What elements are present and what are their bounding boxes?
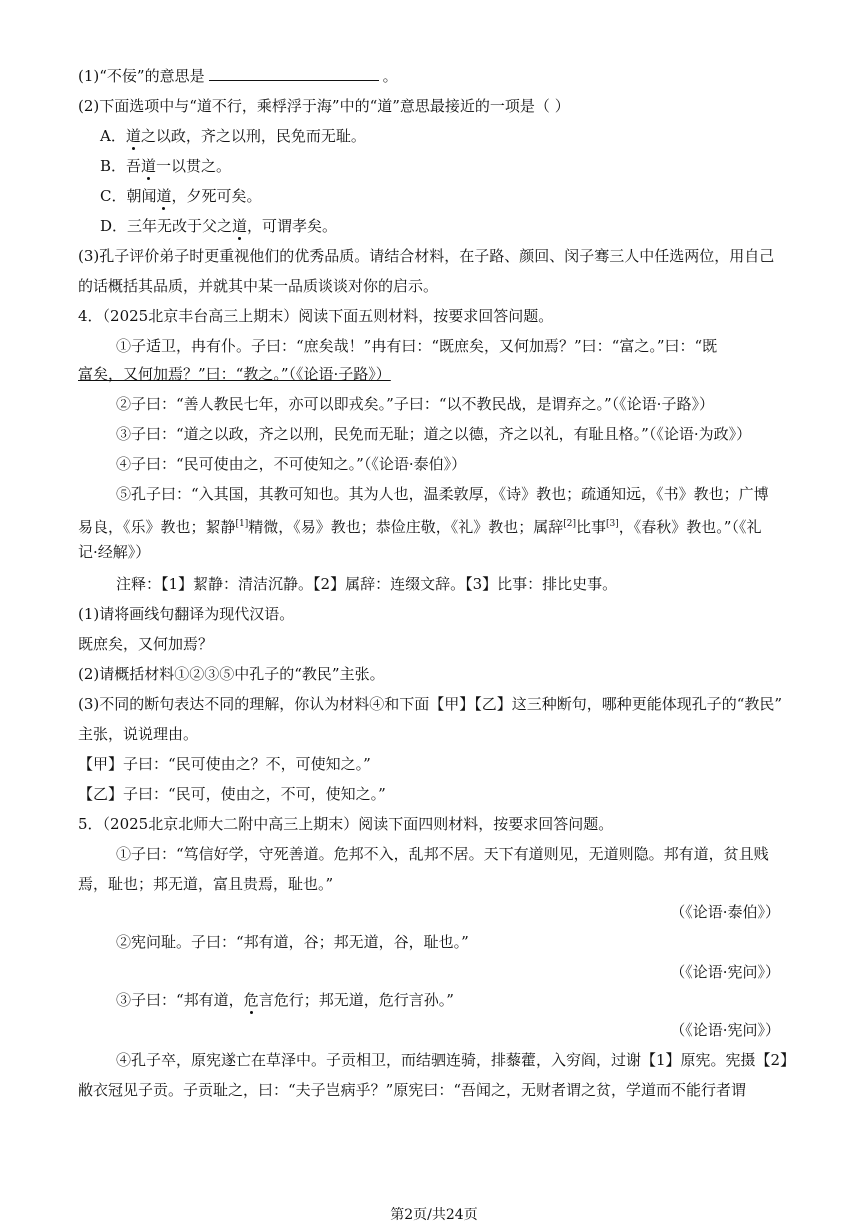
q5-material1-line2: 焉，耻也；邦无道，富且贵焉，耻也。” <box>78 875 334 893</box>
q3-sub3-line2: 的话概括其品质，并就其中某一品质谈谈对你的启示。 <box>78 277 439 295</box>
q4-option-jia: 【甲】子曰：“民可使由之？不，可使知之。” <box>78 755 371 773</box>
option-a: A．道之以政，齐之以刑，民免而无耻。 <box>100 127 366 145</box>
q4-option-yi: 【乙】子曰：“民可，使由之，不可，使知之。” <box>78 785 386 803</box>
q4-sub1: (1)请将画线句翻译为现代汉语。 <box>78 605 295 623</box>
q4-material1-line1: ①子适卫，冉有仆。子曰：“庶矣哉！”冉有曰：“既庶矣，又何加焉？”曰：“富之。”曰：“既 <box>116 337 718 355</box>
q3-sub3-line1: (3)孔子评价弟子时更重视他们的优秀品质。请结合材料，在子路、颜回、闵子骞三人中任选两位，用自己 <box>78 247 775 265</box>
q5-material3: ③子曰：“邦有道，危言危行；邦无道，危行言孙。” <box>116 991 454 1009</box>
q4-material1-line2: 富矣，又何加焉？”曰：“教之。”（《论语·子路》） <box>78 365 391 383</box>
q4-material3: ③子曰：“道之以政，齐之以刑，民免而无耻；道之以德，齐之以礼，有耻且格。”（《论语·为政》） <box>116 425 752 443</box>
q5-material4-line2: 敝衣冠见子贡。子贡耻之，曰：“夫子岂病乎？”原宪曰：“吾闻之，无财者谓之贫，学道而不能行者谓 <box>78 1081 747 1099</box>
q4-material5-line1: ⑤孔子曰：“入其国，其教可知也。其为人也，温柔敦厚，《诗》教也；疏通知远，《书》教也；广博 <box>116 485 769 503</box>
q4-sub2: (2)请概括材料①②③⑤中孔子的“教民”主张。 <box>78 665 385 683</box>
option-d: D．三年无改于父之道，可谓孝矣。 <box>100 217 338 235</box>
footnote-ref: [3] <box>606 519 619 529</box>
q5-material2-source: （《论语·宪问》） <box>670 963 780 981</box>
q4-heading: 4．（2025北京丰台高三上期末）阅读下面五则材料，按要求回答问题。 <box>78 307 554 325</box>
q4-material5-line3: 记·经解》） <box>78 543 151 561</box>
q4-sub1-sentence: 既庶矣，又何加焉？ <box>78 635 214 653</box>
page-number: 第2页/共24页 <box>390 1207 478 1223</box>
q3-sub1: (1)“不佞”的意思是 。 <box>78 67 398 85</box>
option-c: C．朝闻道，夕死可矣。 <box>100 187 262 205</box>
q5-heading: 5．（2025北京北师大二附中高三上期末）阅读下面四则材料，按要求回答问题。 <box>78 815 614 833</box>
q4-material4: ④子曰：“民可使由之，不可使知之。”（《论语·泰伯》） <box>116 455 467 473</box>
q5-material4-line1: ④孔子卒，原宪遂亡在草泽中。子贡相卫，而结驷连骑，排藜藿，入穷阎，过谢【1】原宪。宪摄【2】 <box>116 1051 796 1069</box>
answer-blank[interactable] <box>209 66 379 81</box>
q4-material2: ②子曰：“善人教民七年，亦可以即戎矣。”子曰：“以不教民战，是谓弃之。”（《论语·子路》） <box>116 395 714 413</box>
q4-notes: 注释：【1】絜静：清洁沉静。【2】属辞：连缀文辞。【3】比事：排比史事。 <box>116 575 618 593</box>
footnote-ref: [2] <box>563 519 577 529</box>
q5-material3-source: （《论语·宪问》） <box>670 1021 780 1039</box>
footnote-ref: [1] <box>235 519 249 529</box>
q4-sub3-line2: 主张，说说理由。 <box>78 725 199 743</box>
q5-material1-line1: ①子曰：“笃信好学，守死善道。危邦不入，乱邦不居。天下有道则见，无道则隐。邦有道，贫且贱 <box>116 845 769 863</box>
option-b: B．吾道一以贯之。 <box>100 157 232 175</box>
q3-sub2: (2)下面选项中与“道不行，乘桴浮于海”中的“道”意思最接近的一项是（ ） <box>78 97 570 115</box>
q5-material1-source: （《论语·泰伯》） <box>670 903 780 921</box>
q4-material5-line2: 易良，《乐》教也；絜静[1]精微，《易》教也；恭俭庄敬，《礼》教也；属辞[2]比事[3]，《春秋》教也。”（《礼 <box>78 518 762 536</box>
q4-sub3-line1: (3)不同的断句表达不同的理解，你认为材料④和下面【甲】【乙】这三种断句，哪种更能体现孔子的“教民” <box>78 695 783 713</box>
q5-material2: ②宪问耻。子曰：“邦有道，谷；邦无道，谷，耻也。” <box>116 933 469 951</box>
